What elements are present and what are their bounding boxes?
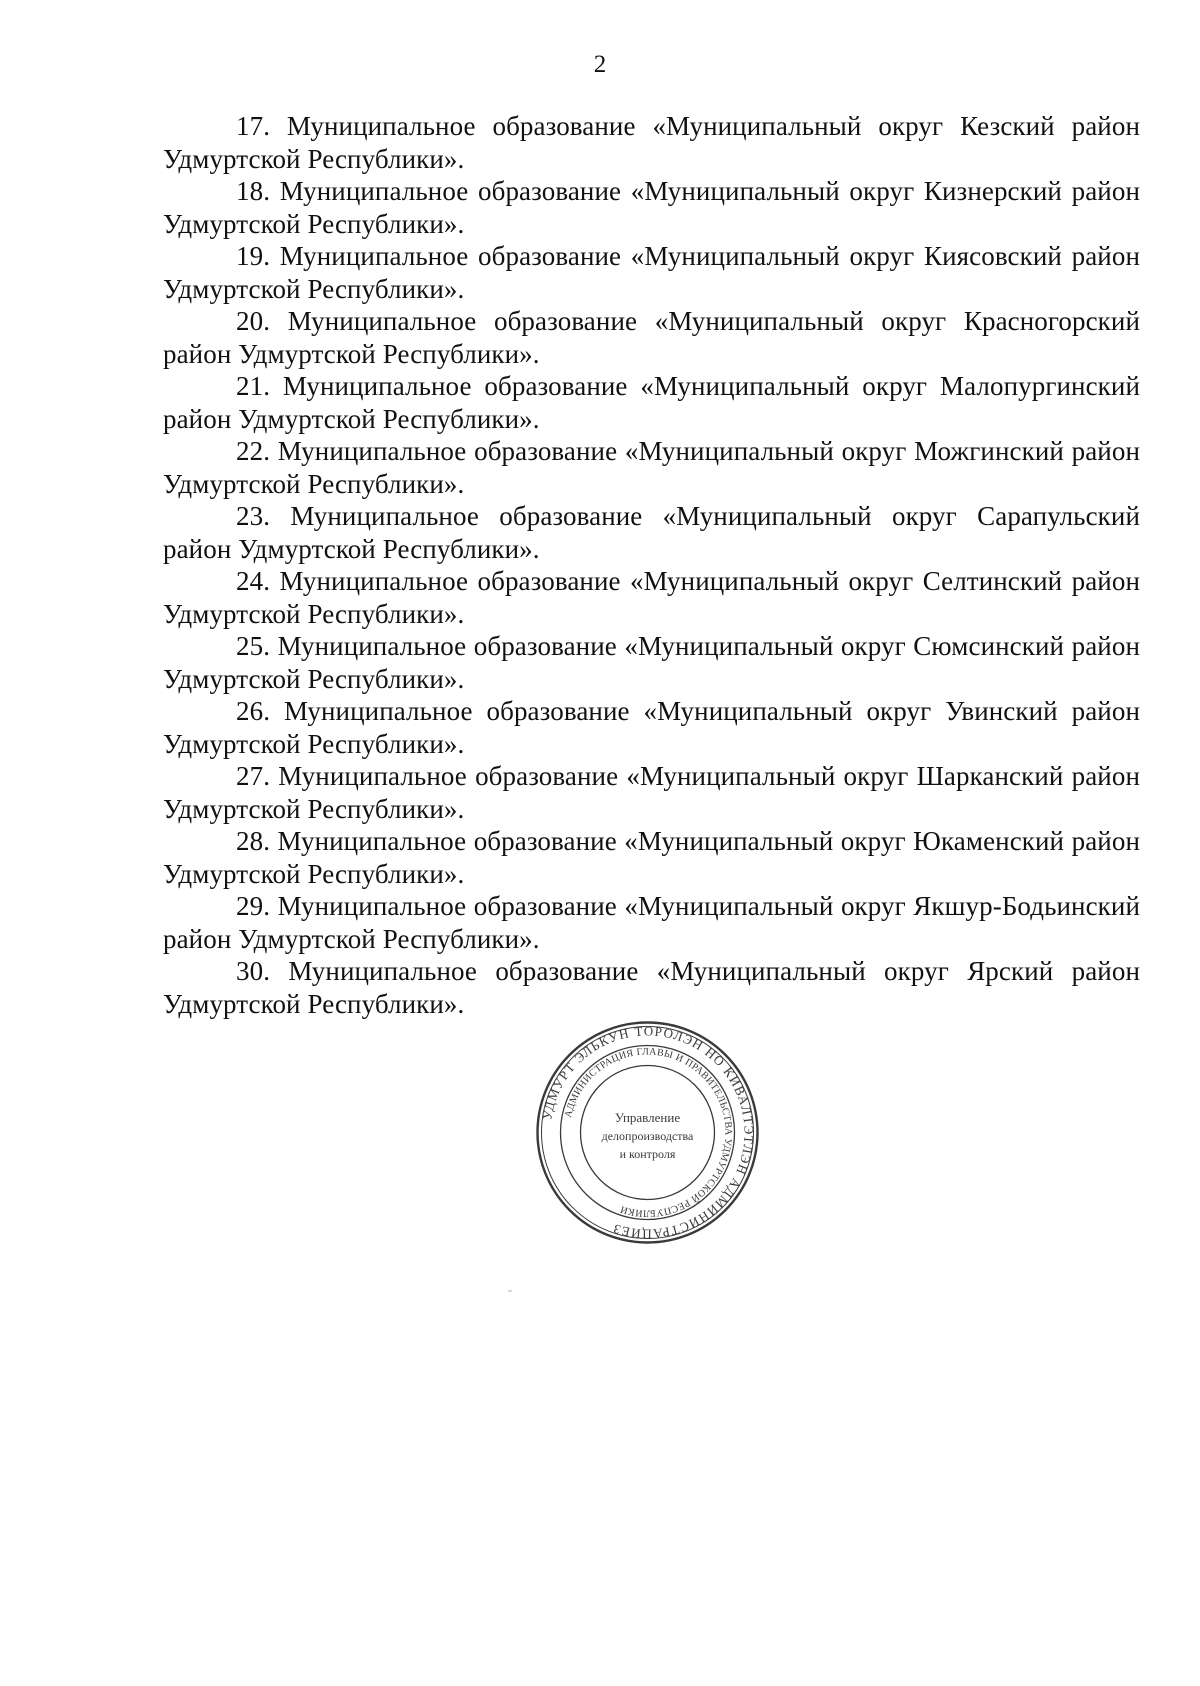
seal-outer-ring-text: УДМУРТ ЭЛЬКУН ТОРОЛЭН НО КИВАЛТЭТЛЭН АДМИНИСТРАЦИЕЗ (539, 1023, 757, 1242)
list-item: 25. Муниципальное образование «Муниципальный округ Сюмсинский район Удмуртской Республики». (163, 631, 1140, 694)
seal-center-line-2: делопроизводства (601, 1129, 694, 1143)
list-item: 18. Муниципальное образование «Муниципальный округ Кизнерский район Удмуртской Республики». (163, 176, 1140, 239)
list-item: 17. Муниципальное образование «Муниципальный округ Кезский район Удмуртской Республики». (163, 111, 1140, 174)
document-body (163, 110, 1140, 1020)
list-item: 22. Муниципальное образование «Муниципальный округ Можгинский район Удмуртской Республики». (163, 436, 1140, 499)
page-number: 2 (593, 51, 607, 78)
list-item: 29. Муниципальное образование «Муниципальный округ Якшур-Бодьинский район Удмуртской Республики». (163, 891, 1140, 954)
seal-center-line-3: и контроля (619, 1147, 676, 1161)
seal-center-line-1: Управление (614, 1110, 681, 1125)
list-item: 28. Муниципальное образование «Муниципальный округ Юкаменский район Удмуртской Республики». (163, 826, 1140, 889)
list-item: 20. Муниципальное образование «Муниципальный округ Красногорский район Удмуртской Республики». (163, 306, 1140, 369)
scan-artifact (508, 1290, 512, 1292)
list-item: 30. Муниципальное образование «Муниципальный округ Ярский район Удмуртской Республики». (163, 956, 1140, 1019)
list-item: 23. Муниципальное образование «Муниципальный округ Сарапульский район Удмуртской Республики». (163, 501, 1140, 564)
list-item: 19. Муниципальное образование «Муниципальный округ Киясовский район Удмуртской Республики». (163, 241, 1140, 304)
official-seal-stamp (535, 1020, 760, 1245)
list-item: 24. Муниципальное образование «Муниципальный округ Селтинский район Удмуртской Республики». (163, 566, 1140, 629)
list-item: 26. Муниципальное образование «Муниципальный округ Увинский район Удмуртской Республики». (163, 696, 1140, 759)
list-item: 21. Муниципальное образование «Муниципальный округ Малопургинский район Удмуртской Республики». (163, 371, 1140, 434)
seal-inner-ring-text: АДМИНИСТРАЦИЯ ГЛАВЫ И ПРАВИТЕЛЬСТВА УДМУРТСКОЙ РЕСПУБЛИКИ (563, 1046, 734, 1219)
seal-graphic (535, 1020, 760, 1245)
list-item: 27. Муниципальное образование «Муниципальный округ Шарканский район Удмуртской Республики». (163, 761, 1140, 824)
